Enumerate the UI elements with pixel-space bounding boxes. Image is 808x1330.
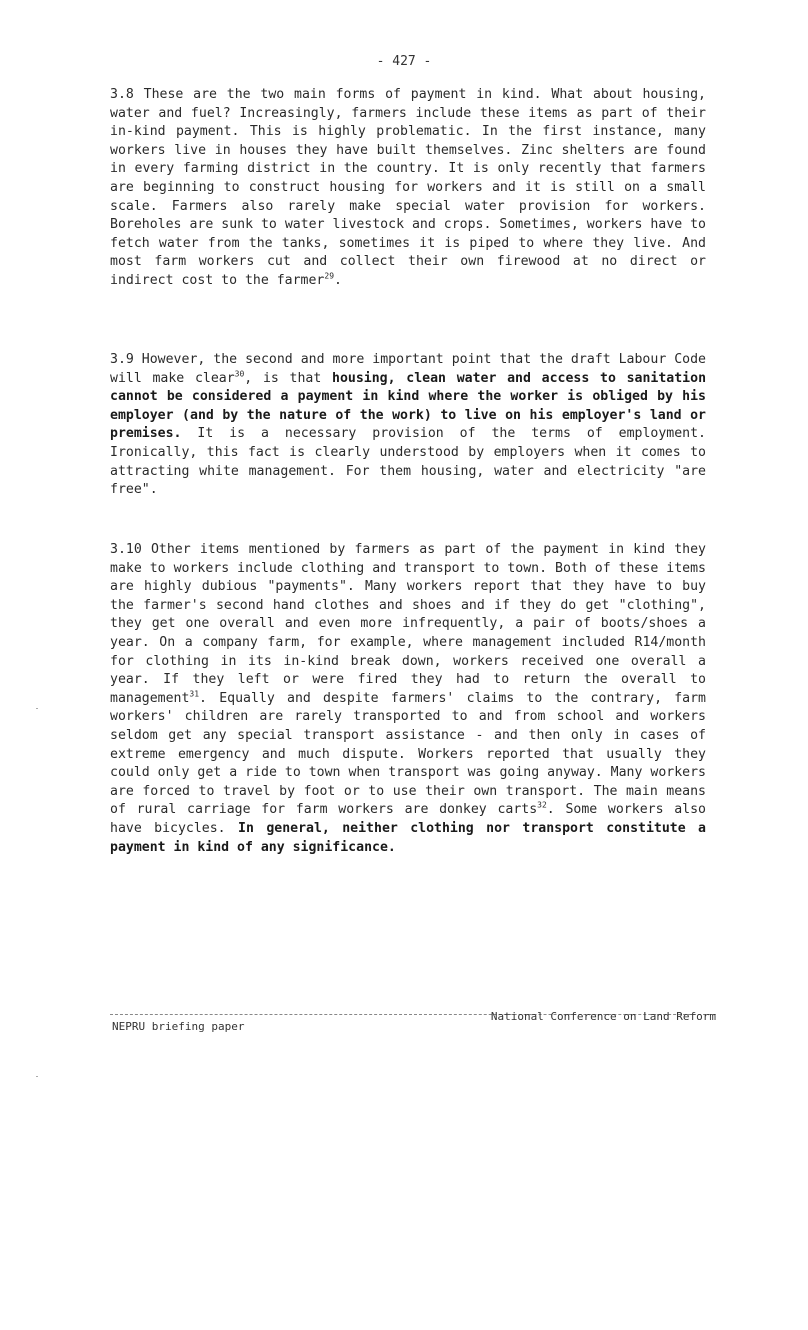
paragraph-3-10 [110,541,706,857]
scan-speck [36,1076,38,1077]
footnote-ref: 32 [537,800,547,810]
footer-left-text: NEPRU briefing paper [112,1020,245,1033]
bold-text: housing, clean water and access to sanitation cannot be considered a payment in kind where the worker is obliged by his employer (and by the nature of the work) to live on his employer's land or premises. [110,370,707,442]
paragraph-3-9 [110,351,706,500]
scan-speck [36,708,38,709]
text-run: 3.9 However, the second and more important point that the draft Labour Code will make clear [110,352,706,386]
text-run: 3.8 These are the two main forms of payment in kind. What about housing, water and fuel? Increasingly, farmers include these items as part of their in-kind payment. This is highly problematic. In the first instance, many workers live in houses they have built themselves. Zinc shelters are found in every farming district in the country. It is only recently that farmers are beginning to construct housing for workers and it is still on a small scale. Farmers also rarely make special water provision for workers. Boreholes are sunk to water livestock and crops. Sometimes, workers have to fetch water from the tanks, sometimes it is piped to where they live. And most farm workers cut and collect their own firewood at no direct or indirect cost to the farmer [110,87,706,288]
footnote-ref: 30 [234,369,245,379]
text-run: . [334,272,342,288]
text-run: 3.10 Other items mentioned by farmers as part of the payment in kind they make to workers include clothing and transport to town. Both of these items are highly dubious "payments". Many workers report that they have to buy the farmer's second hand clothes and shoes and if they do get "clothing", they get one overall and even more infrequently, a pair of boots/shoes a year. On a company farm, for example, where management included R14/month for clothing in its in-kind break down, workers received one overall a year. If they left or were fired they had to return the overall to management [110,542,706,706]
page-number: - 427 - [376,54,432,69]
bold-text: In general, neither clothing nor transport constitute a payment in kind of any significance. [110,820,706,855]
footer-right-text: National Conference on Land Reform [490,1010,716,1023]
footnote-ref: 29 [324,271,335,281]
text-run: . Equally and despite farmers' claims to the contrary, farm workers' children are rarely transported to and from school and workers seldom get any special transport assistance - and then only in cases of extreme emergency and much dispute. Workers reported that usually they could only get a ride to town when transport was going anyway. Many workers are forced to travel by foot or to use their own transport. The main means of rural carriage for farm workers are donkey carts [110,690,706,818]
text-run: It is a necessary provision of the terms of employment. Ironically, this fact is clearly understood by employers when it comes to attracting white management. For them housing, water and electricity "are free". [110,426,706,498]
paragraph-3-8 [110,86,706,291]
text-run: . Some workers also have bicycles. [110,802,706,836]
footnote-ref: 31 [189,689,200,699]
text-run: , is that [244,370,333,386]
